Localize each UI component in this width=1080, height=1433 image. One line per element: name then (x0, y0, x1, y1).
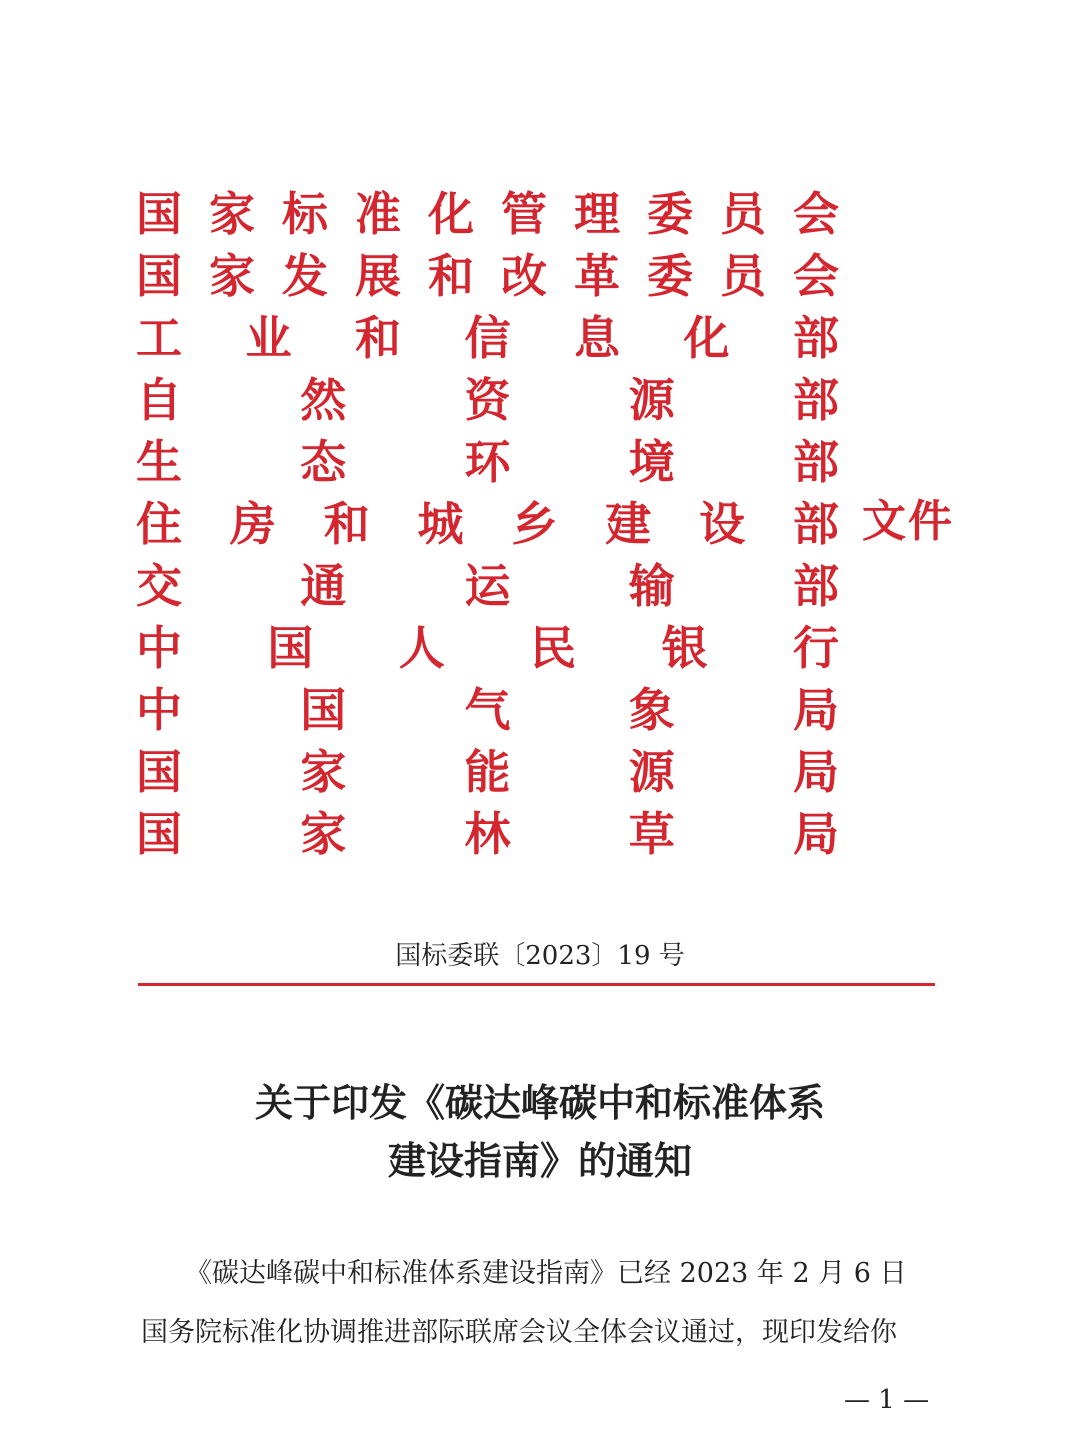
agency-name-char: 国 (300, 683, 347, 737)
document-number: 国标委联〔2023〕19 号 (395, 941, 685, 971)
document-suffix-wenjian: 文件 (862, 496, 954, 547)
agency-name-row (135, 806, 840, 862)
agency-name-row (135, 620, 840, 676)
agency-name-char: 家 (209, 187, 255, 241)
agency-name-char: 信 (464, 311, 511, 365)
agency-name-char: 输 (628, 559, 675, 613)
agency-name-char: 和 (355, 311, 401, 365)
page-number: — 1 — (844, 1385, 930, 1415)
agency-name-row (135, 186, 840, 242)
agency-name-char: 环 (464, 435, 511, 489)
agency-name-char: 息 (574, 311, 620, 365)
agency-name-char: 理 (574, 187, 620, 241)
agency-name-char: 建 (605, 497, 652, 551)
agency-name-char: 局 (793, 745, 839, 799)
agency-name-char: 会 (793, 249, 839, 303)
notice-title-line-2: 建设指南》的通知 (387, 1138, 692, 1183)
agency-name-char: 标 (282, 187, 328, 241)
agency-name-char: 国 (136, 745, 182, 799)
body-paragraph-line-2: 国务院标准化协调推进部际联席会议全体会议通过，现印发给你 (141, 1317, 897, 1348)
agency-name-char: 交 (136, 559, 182, 613)
agency-name-char: 自 (136, 373, 182, 427)
agency-name-char: 中 (136, 621, 182, 675)
agency-name-char: 家 (300, 807, 347, 861)
agency-name-char: 家 (209, 249, 255, 303)
notice-title-line-1: 关于印发《碳达峰碳中和标准体系 (254, 1080, 825, 1125)
agency-name-char: 和 (428, 249, 474, 303)
agency-name-char: 然 (300, 373, 347, 427)
agency-name-char: 行 (792, 621, 839, 675)
agency-name-char: 发 (282, 249, 328, 303)
agency-name-char: 管 (501, 187, 547, 241)
agency-name-char: 国 (136, 807, 182, 861)
agency-name-char: 化 (428, 187, 474, 241)
red-separator-line (138, 983, 935, 986)
agency-name-char: 业 (245, 311, 292, 365)
agency-name-row (135, 496, 840, 552)
agency-name-char: 房 (229, 497, 276, 551)
agency-name-char: 局 (793, 683, 839, 737)
agency-name-char: 林 (464, 807, 511, 861)
agency-name-char: 境 (628, 435, 675, 489)
agency-name-row (135, 558, 840, 614)
agency-name-char: 委 (647, 249, 693, 303)
agency-name-char: 工 (136, 311, 182, 365)
agency-name-char: 化 (683, 311, 730, 365)
agency-name-char: 准 (355, 187, 401, 241)
agency-name-char: 能 (464, 745, 511, 799)
agency-name-char: 资 (464, 373, 511, 427)
agency-name-row (135, 434, 840, 490)
agency-name-char: 部 (793, 311, 839, 365)
agency-name-char: 中 (136, 683, 182, 737)
agency-name-char: 革 (574, 249, 620, 303)
agency-name-char: 部 (793, 559, 839, 613)
agency-name-char: 运 (464, 559, 511, 613)
agency-name-char: 通 (300, 559, 347, 613)
agency-name-row (135, 310, 840, 366)
agency-name-char: 会 (793, 187, 839, 241)
agency-name-char: 设 (699, 497, 746, 551)
agency-name-char: 委 (647, 187, 693, 241)
agency-name-char: 部 (792, 497, 839, 551)
agency-name-char: 生 (136, 435, 182, 489)
agency-name-char: 局 (793, 807, 839, 861)
agency-name-char: 国 (267, 621, 314, 675)
agency-name-char: 部 (793, 373, 839, 427)
agency-name-char: 改 (501, 249, 547, 303)
agency-name-char: 乡 (511, 497, 558, 551)
agency-name-char: 源 (628, 745, 675, 799)
agency-name-char: 部 (793, 435, 839, 489)
agency-name-row (135, 248, 840, 304)
agency-name-char: 草 (628, 807, 675, 861)
body-paragraph-line-1: 《碳达峰碳中和标准体系建设指南》已经 2023 年 2 月 6 日 (185, 1258, 907, 1289)
agency-name-row (135, 372, 840, 428)
agency-name-char: 国 (136, 187, 182, 241)
agency-name-char: 城 (417, 497, 464, 551)
agency-name-char: 银 (661, 621, 708, 675)
agency-name-char: 员 (720, 249, 766, 303)
agency-name-char: 态 (300, 435, 347, 489)
agency-name-char: 员 (720, 187, 766, 241)
agency-name-char: 气 (464, 683, 511, 737)
agency-name-char: 展 (355, 249, 401, 303)
agency-name-row (135, 682, 840, 738)
agency-name-char: 民 (530, 621, 577, 675)
agency-name-char: 住 (136, 497, 182, 551)
agency-name-row (135, 744, 840, 800)
agency-name-char: 国 (136, 249, 182, 303)
agency-name-char: 家 (300, 745, 347, 799)
agency-name-char: 源 (628, 373, 675, 427)
agency-name-char: 人 (398, 621, 445, 675)
agency-name-char: 象 (628, 683, 675, 737)
agency-name-char: 和 (323, 497, 370, 551)
